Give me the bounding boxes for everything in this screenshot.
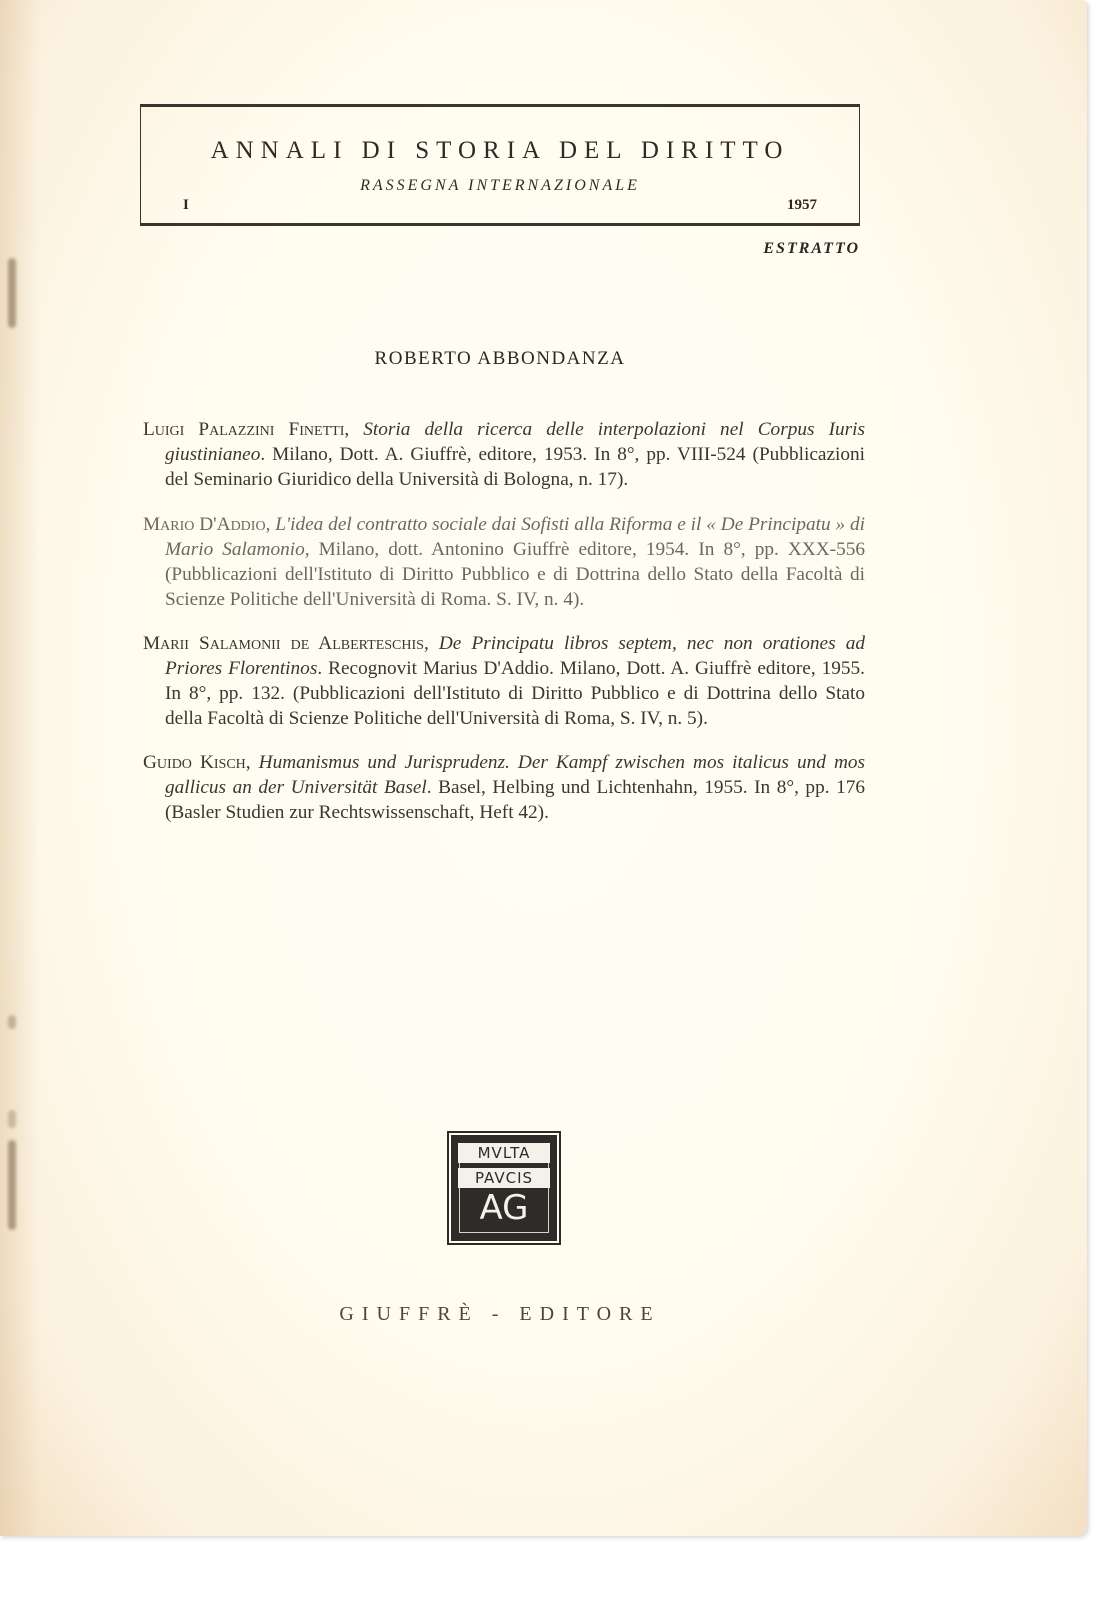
bibliography-entry: Marii Salamonii de Alberteschis, De Principatu libros septem, nec non orationes ad Priores Florentinos. Recognovit Marius D'Addio. Milano, Dott. A. Giuffrè editore, 1955. In 8°, pp. 132. (Pubblicazioni dell'Istituto di Diritto Pubblico e di Dottrina dello Stato della Facoltà di Scienze Politiche dell'Università di Roma, S. IV, n. 5). bbox=[143, 632, 865, 729]
logo-monogram: AG bbox=[479, 1188, 529, 1228]
entry-title: Storia della ricerca delle interpolazioni nel Corpus Iuris giustinianeo bbox=[165, 419, 866, 466]
volume-number: I bbox=[183, 197, 189, 213]
entry-title: L'idea del contratto sociale dai Sofisti alla Riforma e il « De Principatu » di Mario Salamonio bbox=[165, 513, 865, 560]
journal-subtitle: RASSEGNA INTERNAZIONALE bbox=[360, 177, 640, 194]
entry-author: Mario D'Addio bbox=[143, 513, 266, 535]
entry-details: . Milano, Dott. A. Giuffrè, editore, 1953. In 8°, pp. VIII-524 (Pubblicazioni del Seminario Giuridico della Università di Bologna, n. 17). bbox=[165, 444, 865, 491]
review-author: ROBERTO ABBONDANZA bbox=[374, 348, 626, 369]
entry-author: Guido Kisch bbox=[143, 752, 246, 774]
publisher-logo bbox=[451, 1135, 557, 1241]
bibliography-entry: Mario D'Addio, L'idea del contratto sociale dai Sofisti alla Riforma e il « De Principatu » di Mario Salamonio, Milano, dott. Antonino Giuffrè editore, 1954. In 8°, pp. XXX-556 (Pubblicazioni dell'Istituto di Diritto Pubblico e di Dottrina dello Stato della Facoltà di Scienze Politiche dell'Università di Roma. S. IV, n. 4). bbox=[143, 513, 865, 610]
journal-masthead bbox=[140, 104, 860, 226]
publication-year: 1957 bbox=[787, 197, 817, 213]
logo-motto-line1: MVLTA bbox=[458, 1143, 550, 1163]
entry-title: Humanismus und Jurisprudenz. Der Kampf zwischen mos italicus und mos gallicus an der Universität Basel bbox=[165, 752, 866, 799]
journal-title: ANNALI DI STORIA DEL DIRITTO bbox=[210, 137, 790, 164]
entry-title: De Principatu libros septem, nec non orationes ad Priores Florentinos bbox=[165, 632, 865, 679]
edge-stain bbox=[8, 258, 16, 328]
bibliography-list bbox=[143, 398, 865, 838]
edge-stain bbox=[8, 1110, 16, 1128]
edge-stain bbox=[8, 1015, 16, 1029]
bibliography-entry: Luigi Palazzini Finetti, Storia della ricerca delle interpolazioni nel Corpus Iuris giustinianeo. Milano, Dott. A. Giuffrè, editore, 1953. In 8°, pp. VIII-524 (Pubblicazioni del Seminario Giuridico della Università di Bologna, n. 17). bbox=[143, 419, 866, 491]
publisher-name: GIUFFRÈ - EDITORE bbox=[339, 1303, 661, 1325]
entry-details: . Recognovit Marius D'Addio. Milano, Dott. A. Giuffrè editore, 1955. In 8°, pp. 132. (Pubblicazioni dell'Istituto di Diritto Pubblico e di Dottrina dello Stato della Facoltà di Scienze Politiche dell'Università di Roma, S. IV, n. 5). bbox=[165, 657, 865, 729]
logo-motto-line2: PAVCIS bbox=[458, 1168, 550, 1188]
extract-label: ESTRATTO bbox=[763, 240, 860, 257]
bibliography-entry: Guido Kisch, Humanismus und Jurisprudenz. Der Kampf zwischen mos italicus und mos gallicus an der Universität Basel. Basel, Helbing und Lichtenhahn, 1955. In 8°, pp. 176 (Basler Studien zur Rechtswissenschaft, Heft 42). bbox=[143, 752, 866, 824]
entry-author: Marii Salamonii de Alberteschis bbox=[143, 632, 424, 654]
entry-details: , Milano, dott. Antonino Giuffrè editore, 1954. In 8°, pp. XXX-556 (Pubblicazioni dell'Istituto di Diritto Pubblico e di Dottrina dello Stato della Facoltà di Scienze Politiche dell'Università di Roma. S. IV, n. 4). bbox=[165, 538, 865, 610]
entry-details: . Basel, Helbing und Lichtenhahn, 1955. In 8°, pp. 176 (Basler Studien zur Rechtswissenschaft, Heft 42). bbox=[165, 777, 865, 824]
edge-stain bbox=[8, 1140, 16, 1230]
entry-author: Luigi Palazzini Finetti bbox=[143, 419, 345, 441]
